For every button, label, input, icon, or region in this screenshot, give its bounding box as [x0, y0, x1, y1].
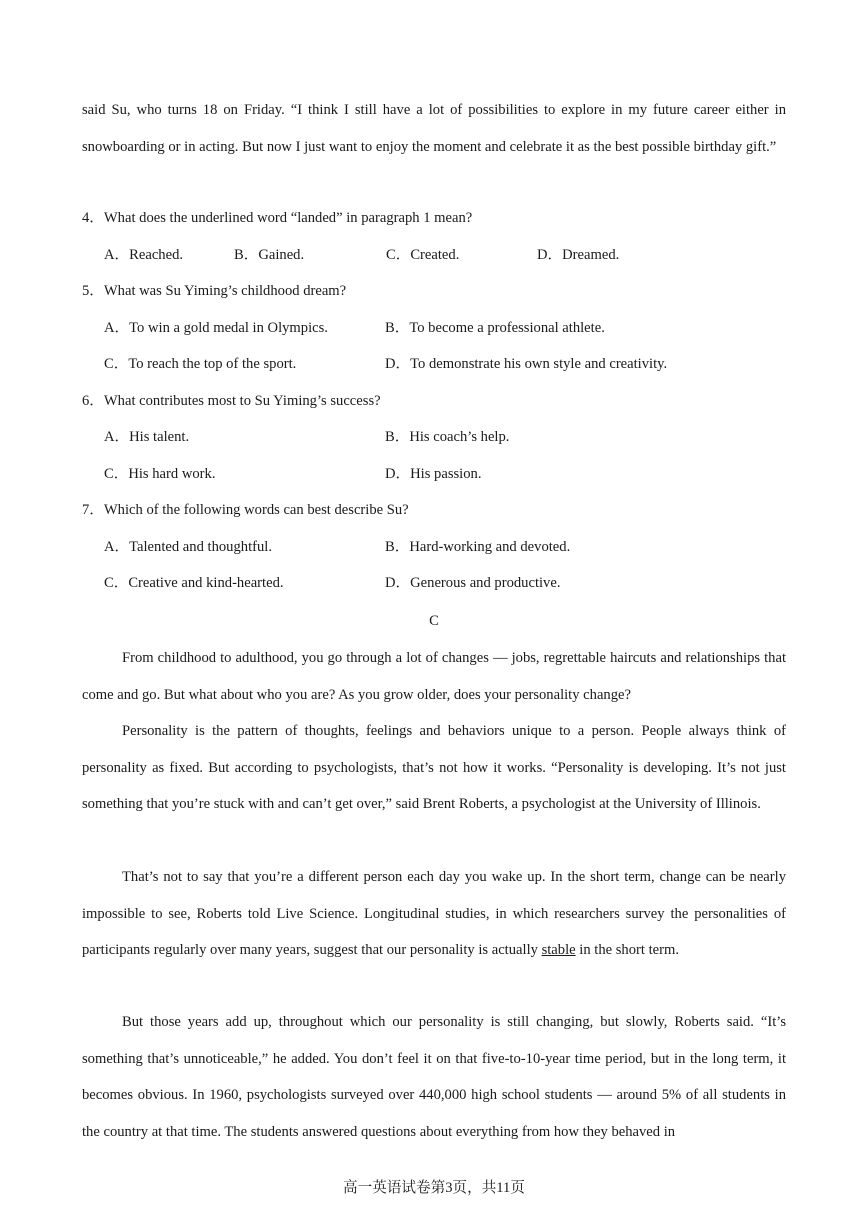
question-6-stem: 6．What contributes most to Su Yiming’s success? — [82, 393, 381, 409]
question-7-options-row-2 — [104, 565, 786, 601]
question-4-stem: 4．What does the underlined word “landed” in paragraph 1 mean? — [82, 210, 473, 226]
question-6-option-b[interactable]: B．His coach’s help. — [385, 429, 510, 445]
question-4-option-c[interactable]: C．Created. — [386, 247, 460, 263]
question-5-option-b[interactable]: B．To become a professional athlete. — [385, 320, 605, 336]
question-6-option-c[interactable]: C．His hard work. — [104, 466, 216, 482]
section-c-paragraph-2: Personality is the pattern of thoughts, feelings and behaviors unique to a person. People always think of personality as fixed. But according to psychologists, that’s not how it works. “Personality is developing. It’s not just something that you’re stuck with and can’t get over,” said Brent Roberts, a psychologist at the University of Illinois. — [82, 723, 786, 813]
question-6-option-a[interactable]: A．His talent. — [104, 429, 190, 445]
question-7-option-d[interactable]: D．Generous and productive. — [385, 575, 561, 591]
question-4-option-a[interactable]: A．Reached. — [104, 247, 184, 263]
paragraph-3-text-end: in the short term. — [575, 942, 679, 959]
question-5-option-a[interactable]: A．To win a gold medal in Olympics. — [104, 320, 328, 336]
question-6-option-d[interactable]: D．His passion. — [385, 466, 482, 482]
question-7-option-b[interactable]: B．Hard-working and devoted. — [385, 539, 571, 555]
question-5-options-row-1 — [104, 310, 786, 346]
question-7-option-a[interactable]: A．Talented and thoughtful. — [104, 539, 272, 555]
question-7-stem: 7．Which of the following words can best describe Su? — [82, 502, 409, 518]
question-5-option-d[interactable]: D．To demonstrate his own style and creativity. — [385, 356, 668, 372]
question-5-option-c[interactable]: C．To reach the top of the sport. — [104, 356, 297, 372]
passage-b-closing-paragraph: said Su, who turns 18 on Friday. “I think I still have a lot of possibilities to explore in my future career either in snowboarding or in acting. But now I just want to enjoy the moment and celebrate it as the best possible birthday gift.” — [82, 102, 786, 155]
question-7-option-c[interactable]: C．Creative and kind-hearted. — [104, 575, 284, 591]
question-7-options-row-1 — [104, 529, 786, 565]
underlined-word-stable: stable — [541, 942, 576, 959]
question-4-option-b[interactable]: B．Gained. — [234, 247, 305, 263]
question-6-options-row-1 — [104, 419, 786, 455]
section-c-paragraph-4: But those years add up, throughout which our personality is still changing, but slowly, Roberts said. “It’s something that’s unnoticeable,” he added. You don’t feel it on that five-to-10-year time period, but in the long term, it becomes obvious. In 1960, psychologists surveyed over 440,000 high school students — around 5% of all students in the country at that time. The students answered questions about everything from how they behaved in — [82, 1014, 786, 1140]
page-footer: 高一英语试卷第3页，共11页 — [343, 1180, 525, 1196]
question-6-options-row-2 — [104, 456, 786, 492]
section-c-heading: C — [429, 613, 439, 629]
question-5-stem: 5．What was Su Yiming’s childhood dream? — [82, 283, 347, 299]
question-4-options — [104, 237, 786, 273]
question-4-option-d[interactable]: D．Dreamed. — [537, 247, 620, 263]
paragraph-3-text-start: That’s not to say that you’re a different person each day you wake up. In the short term, change can be nearly impossible to see, Roberts told Live Science. Longitudinal studies, in which researchers survey the personalities of participants regularly over many years, suggest that our personality is actually — [82, 869, 786, 959]
section-c-paragraph-1: From childhood to adulthood, you go through a lot of changes — jobs, regrettable haircuts and relationships that come and go. But what about who you are? As you grow older, does your personality change? — [82, 650, 786, 703]
section-c-paragraph-3 — [82, 859, 786, 969]
question-5-options-row-2 — [104, 346, 786, 382]
